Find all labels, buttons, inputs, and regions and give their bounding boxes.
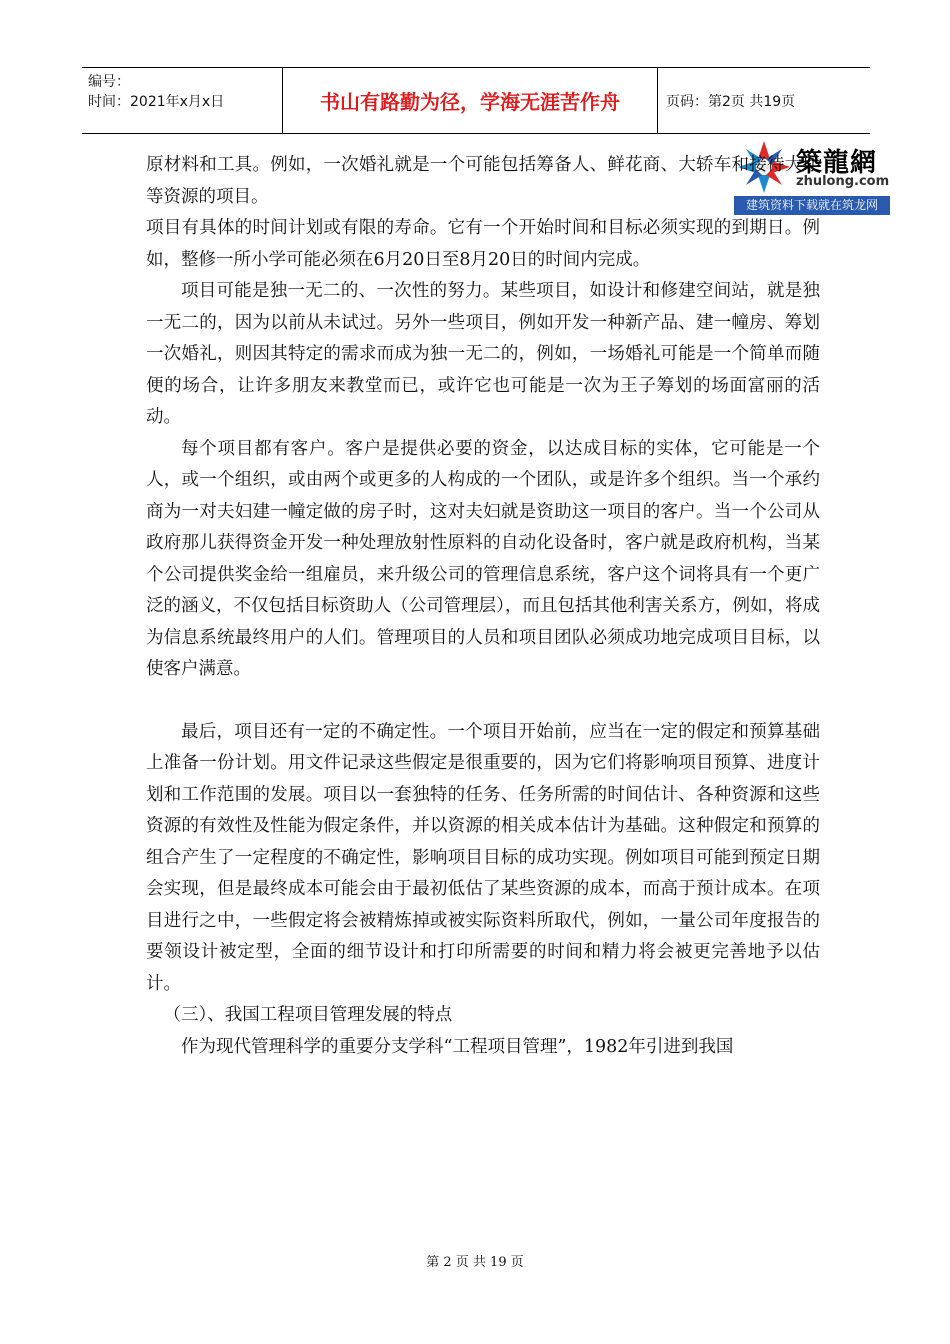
logo-name: 築龍網: [796, 148, 878, 178]
header-number-label: 编号：: [88, 74, 130, 90]
paragraph-5: 最后，项目还有一定的不确定性。一个项目开始前，应当在一定的假定和预算基础上准备一份计划。用文件记录这些假定是很重要的，因为它们将影响项目预算、进度计划和工作范围的发展。项目以一套独特的任务、任务所需的时间估计、各种资源和这些资源的有效性及性能为假定条件，并以资源的相关成本估计为基础。这种假定和预算的组合产生了一定程度的不确定性，影响项目目标的成功实现。例如项目可能到预定日期会实现，但是最终成本可能会由于最初低估了某些资源的成本，而高于预计成本。在项目进行之中，一些假定将会被精炼掉或被实际资料所取代，例如，一量公司年度报告的要领设计被定型，全面的细节设计和打印所需要的时间和精力将会被更完善地予以估计。: [146, 721, 820, 994]
section-heading: （三）、我国工程项目管理发展的特点: [163, 1005, 453, 1025]
paragraph-3: 项目可能是独一无二的、一次性的努力。某些项目，如设计和修建空间站，就是独一无二的，因为以前从未试过。另外一些项目，例如开发一种新产品、建一幢房、筹划一次婚礼，则因其特定的需求而成为独一无二的，例如，一场婚礼可能是一个简单而随便的场合，让许多朋友来教堂而已，或许它也可能是一次为王子筹划的场面富丽的活动。: [146, 281, 820, 427]
page-footer: 第 2 页 共 19 页: [426, 1255, 524, 1270]
header-page-label: 页码：第2页 共19页: [666, 93, 796, 110]
header-meta: [82, 68, 282, 133]
paragraph-1: 原材料和工具。例如，一次婚礼就是一个可能包括筹备人、鲜花商、大轿车和接待大厅等资源的项目。: [146, 155, 820, 207]
logo-tagline: 建筑资料下载就在筑龙网: [734, 196, 890, 215]
page-header: [82, 67, 870, 134]
header-motto: 书山有路勤为径，学海无涯苦作舟: [282, 68, 658, 133]
paragraph-2: 项目有具体的时间计划或有限的寿命。它有一个开始时间和目标必须实现的到期日。例如，整修一所小学可能必须在6月20日至8月20日的时间内完成。: [146, 218, 820, 270]
paragraph-6: 作为现代管理科学的重要分支学科“工程项目管理”，1982年引进到我国: [181, 1036, 734, 1057]
logo-url: zhulong.com: [796, 174, 890, 189]
paragraph-4: 每个项目都有客户。客户是提供必要的资金，以达成目标的实体，它可能是一个人，或一个组织，或由两个或更多的人构成的一个团队，或是许多个组织。当一个承约商为一对夫妇建一幢定做的房子时，这对夫妇就是资助这一项目的客户。当一个公司从政府那儿获得资金开发一种处理放射性原料的自动化设备时，客户就是政府机构，当某个公司提供奖金给一组雇员，来升级公司的管理信息系统，客户这个词将具有一个更广泛的涵义，不仅包括目标资助人（公司管理层），而且包括其他利害关系方，例如，将成为信息系统最终用户的人们。管理项目的人员和项目团队必须成功地完成项目目标，以使客户满意。: [146, 438, 820, 679]
paragraph-gap: [146, 686, 820, 717]
header-time-label: 时间：2021年x月x日: [88, 94, 225, 110]
document-body: [146, 150, 820, 1063]
